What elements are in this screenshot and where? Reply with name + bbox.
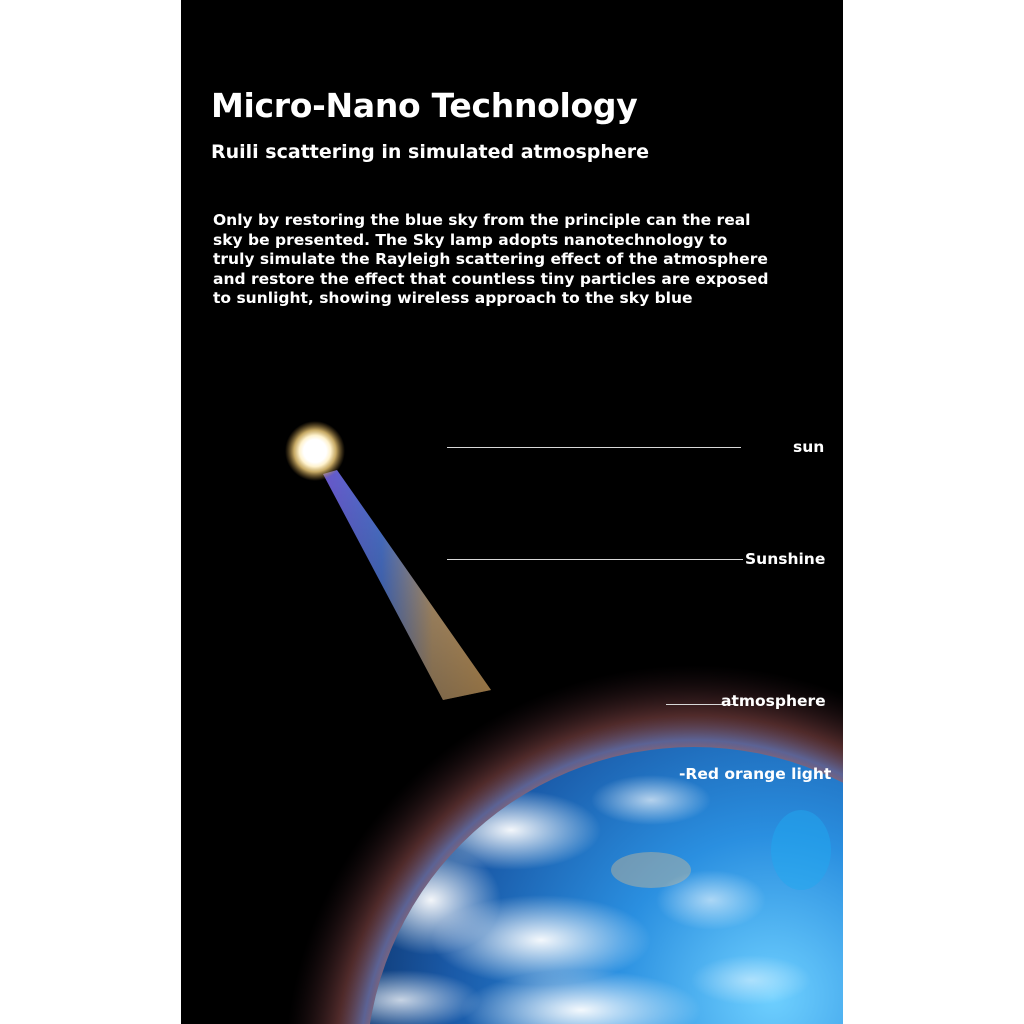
page-title: Micro-Nano Technology [211,86,638,125]
sunshine-leader-line [447,559,743,560]
sun-leader-line [447,447,741,448]
label-sunshine: Sunshine [745,550,826,568]
description-paragraph: Only by restoring the blue sky from the principle can the real sky be presented. The Sky lamp adopts nanotechnology to truly simulate the Rayleigh scattering effect of the atmosphere and restore the effect that countless tiny particles are exposed to sunlight, showing wireless approach to the sky blue [213,211,769,308]
page-subtitle: Ruili scattering in simulated atmosphere [211,141,650,163]
product-info-panel [181,0,843,1024]
label-atmosphere: atmosphere [721,692,826,710]
sun-icon [285,421,345,481]
label-sun: sun [793,438,825,456]
label-red-orange-light: -Red orange light [679,765,832,783]
